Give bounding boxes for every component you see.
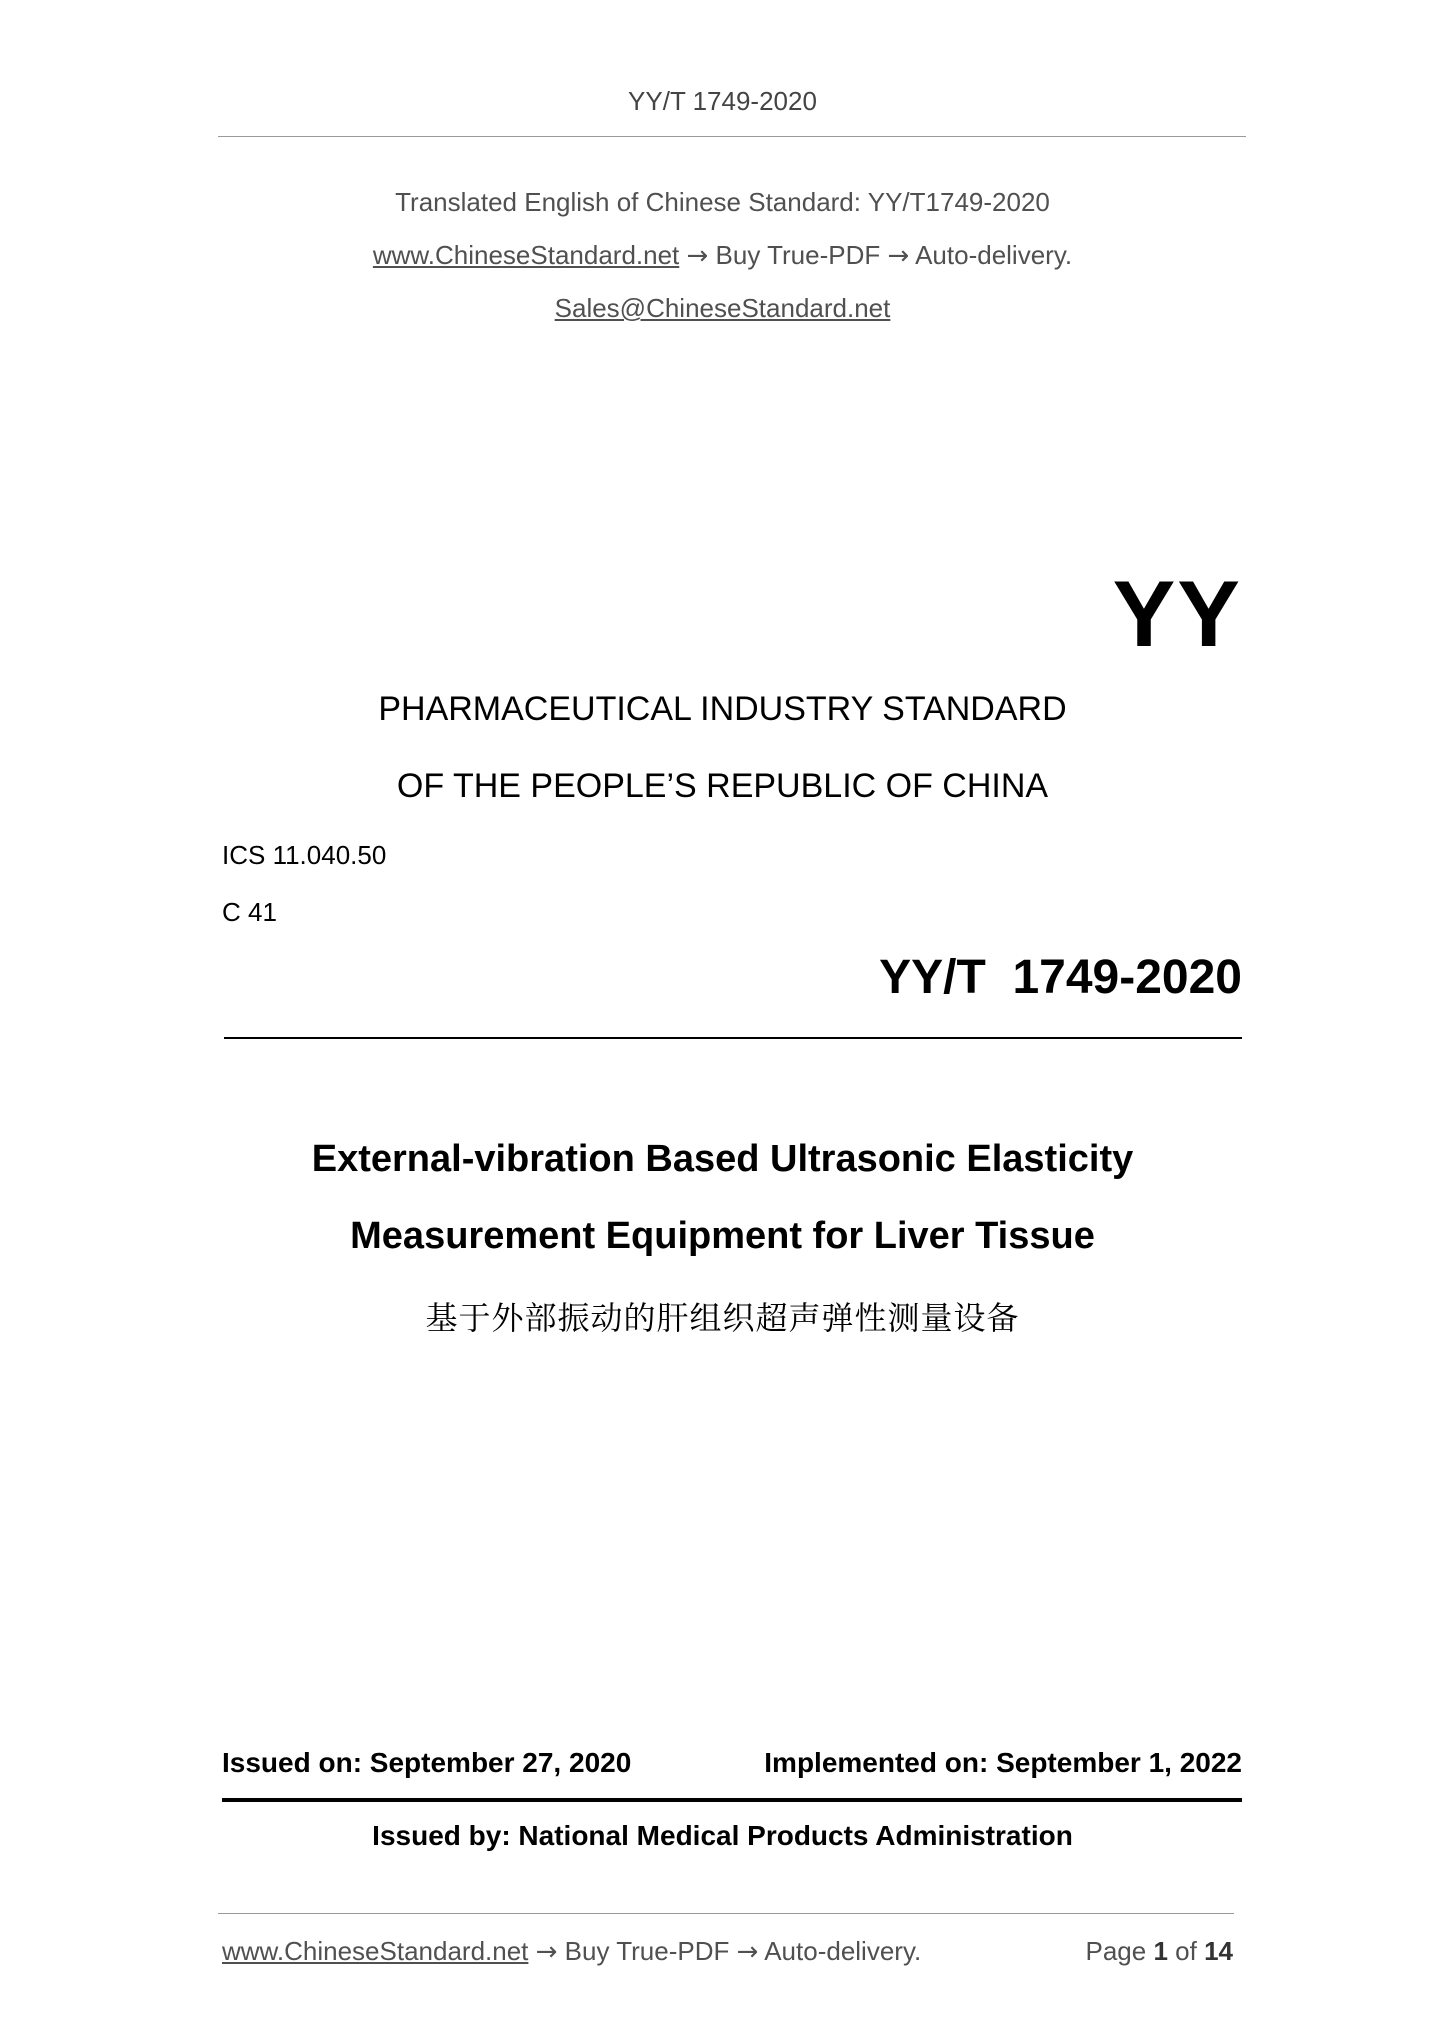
translation-notice: Translated English of Chinese Standard: YY/T1749-2020: [395, 187, 1050, 217]
issued-on-date: Issued on: September 27, 2020: [222, 1747, 632, 1778]
implemented-on-date: Implemented on: September 1, 2022: [764, 1747, 1242, 1778]
page-indicator: [1085, 1936, 1233, 1967]
footer-divider: [218, 1913, 1234, 1914]
page-total: 14: [1204, 1936, 1233, 1966]
dates-divider: [222, 1798, 1242, 1802]
standard-title-line-2: OF THE PEOPLE’S REPUBLIC OF CHINA: [396, 767, 1049, 805]
ics-code: ICS 11.040.50: [222, 840, 387, 870]
delivery-text: Auto-delivery.: [915, 240, 1073, 270]
standard-number: YY/T 1749-2020: [879, 951, 1242, 1004]
arrow-right-icon: →: [736, 1937, 759, 1967]
arrow-right-icon: →: [686, 241, 709, 271]
of-label: of: [1175, 1936, 1197, 1966]
running-header: YY/T 1749-2020: [628, 86, 817, 116]
site-link[interactable]: www.ChineseStandard.net: [372, 240, 680, 270]
document-title-en-line-2: Measurement Equipment for Liver Tissue: [350, 1215, 1095, 1257]
sales-email-link[interactable]: Sales@ChineseStandard.net: [554, 293, 891, 323]
page-number: 1: [1153, 1936, 1168, 1966]
document-title-en-line-1: External-vibration Based Ultrasonic Elasticity: [311, 1138, 1134, 1180]
footer-purchase-line: [222, 1936, 921, 1967]
page-label: Page: [1085, 1936, 1147, 1966]
document-title-cn: 基于外部振动的肝组织超声弹性测量设备: [425, 1299, 1020, 1337]
ccs-code: C 41: [222, 897, 277, 927]
buy-text: Buy True-PDF: [715, 240, 881, 270]
standard-title-line-1: PHARMACEUTICAL INDUSTRY STANDARD: [378, 690, 1067, 728]
footer-site-link[interactable]: www.ChineseStandard.net: [222, 1936, 529, 1966]
header-divider: [218, 136, 1246, 137]
footer-buy-text: Buy True-PDF: [564, 1936, 730, 1966]
sales-line: [0, 293, 1445, 324]
purchase-line: [0, 240, 1445, 271]
issuing-authority: Issued by: National Medical Products Administration: [372, 1820, 1073, 1851]
arrow-right-icon: →: [535, 1937, 558, 1967]
footer-delivery-text: Auto-delivery.: [764, 1936, 922, 1966]
number-divider: [224, 1037, 1242, 1039]
standard-mark: YY: [1112, 561, 1242, 666]
arrow-right-icon: →: [887, 241, 910, 271]
